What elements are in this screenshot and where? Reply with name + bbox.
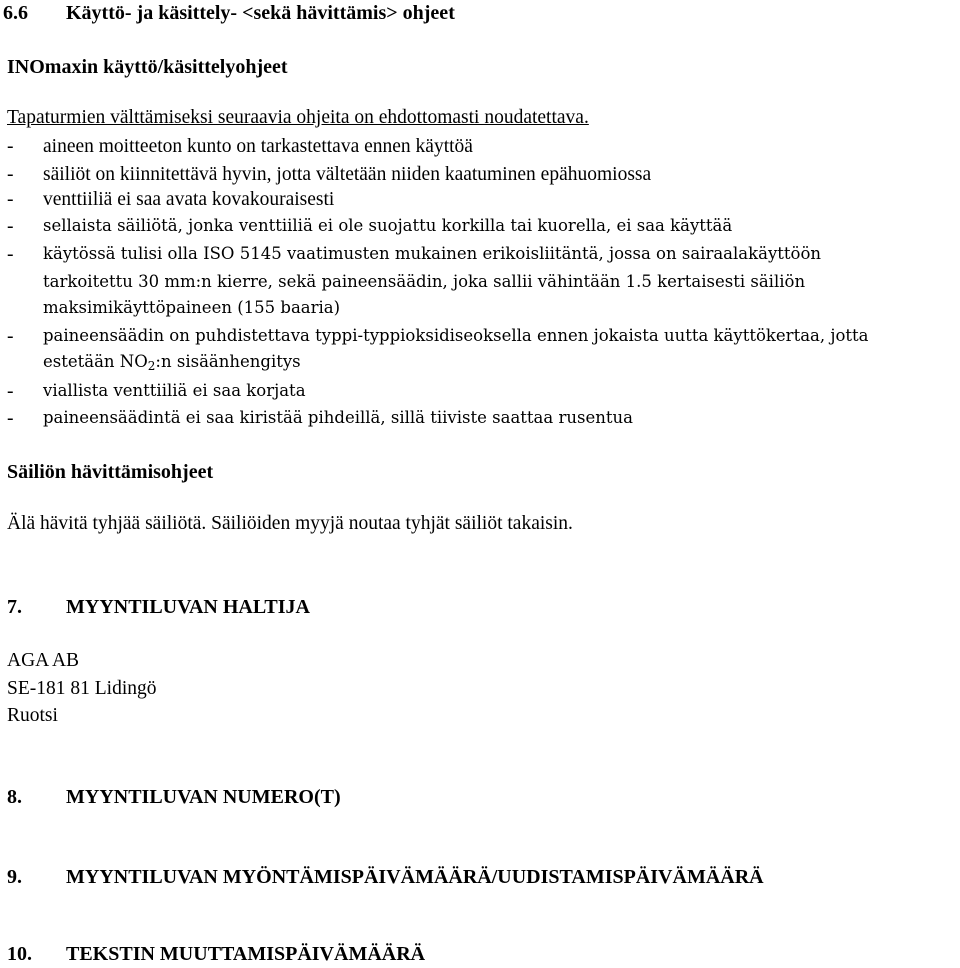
section-title: MYYNTILUVAN MYÖNTÄMISPÄIVÄMÄÄRÄ/UUDISTAMISPÄIVÄMÄÄRÄ [66, 866, 764, 888]
list-item-text: maksimikäyttöpaineen (155 baaria) [43, 298, 341, 317]
list-dash: - [7, 326, 14, 347]
list-dash: - [7, 164, 14, 185]
list-item-text: tarkoitettu 30 mm:n kierre, sekä paineensäädin, joka sallii vähintään 1.5 kertaisesti säiliön [43, 272, 806, 291]
list-item-text: aineen moitteeton kunto on tarkastettava ennen käyttöä [43, 136, 473, 157]
section-number: 7. [7, 596, 22, 618]
formula-prefix: estetään NO [43, 352, 148, 371]
list-dash: - [7, 408, 14, 429]
holder-name: AGA AB [7, 650, 80, 671]
disposal-text: Älä hävitä tyhjää säiliötä. Säiliöiden myyjä noutaa tyhjät säiliöt takaisin. [7, 513, 573, 534]
holder-address-line: SE-181 81 Lidingö [7, 678, 157, 699]
list-item-text: paineensäädintä ei saa kiristää pihdeillä, sillä tiiviste saattaa rusentua [43, 408, 633, 427]
list-dash: - [7, 244, 14, 265]
section-number: 6.6 [3, 2, 28, 24]
holder-country: Ruotsi [7, 705, 58, 726]
subheading-inomax: INOmaxin käyttö/käsittelyohjeet [7, 56, 288, 78]
list-dash: - [7, 136, 14, 157]
section-title: Käyttö- ja käsittely- <sekä hävittämis> ohjeet [66, 2, 455, 24]
list-dash: - [7, 189, 14, 210]
list-item-text: sellaista säiliötä, jonka venttiiliä ei ole suojattu korkilla tai kuorella, ei saa käyttää [43, 216, 733, 235]
section-title: MYYNTILUVAN HALTIJA [66, 596, 310, 618]
section-title: TEKSTIN MUUTTAMISPÄIVÄMÄÄRÄ [66, 943, 426, 965]
formula-subscript: 2 [147, 359, 156, 373]
section-number: 9. [7, 866, 22, 888]
list-item-text: viallista venttiiliä ei saa korjata [43, 381, 306, 400]
list-dash: - [7, 381, 14, 402]
section-number: 10. [7, 943, 32, 965]
list-dash: - [7, 216, 14, 237]
disposal-heading: Säiliön hävittämisohjeet [7, 461, 214, 483]
list-item-text: käytössä tulisi olla ISO 5145 vaatimusten mukainen erikoisliitäntä, jossa on sairaalakäyttöön [43, 244, 822, 263]
list-item-text: säiliöt on kiinnitettävä hyvin, jotta vältetään niiden kaatuminen epähuomiossa [43, 164, 652, 185]
section-title: MYYNTILUVAN NUMERO(T) [66, 786, 341, 808]
formula-suffix: :n sisäänhengitys [155, 352, 301, 371]
section-number: 8. [7, 786, 22, 808]
list-item-text: paineensäädin on puhdistettava typpi-typpioksidiseoksella ennen jokaista uutta käyttökertaa, jotta [43, 326, 869, 345]
list-item-text: venttiiliä ei saa avata kovakouraisesti [43, 189, 335, 210]
intro-text: Tapaturmien välttämiseksi seuraavia ohjeita on ehdottomasti noudatettava. [7, 107, 589, 128]
list-item-text [43, 352, 301, 373]
